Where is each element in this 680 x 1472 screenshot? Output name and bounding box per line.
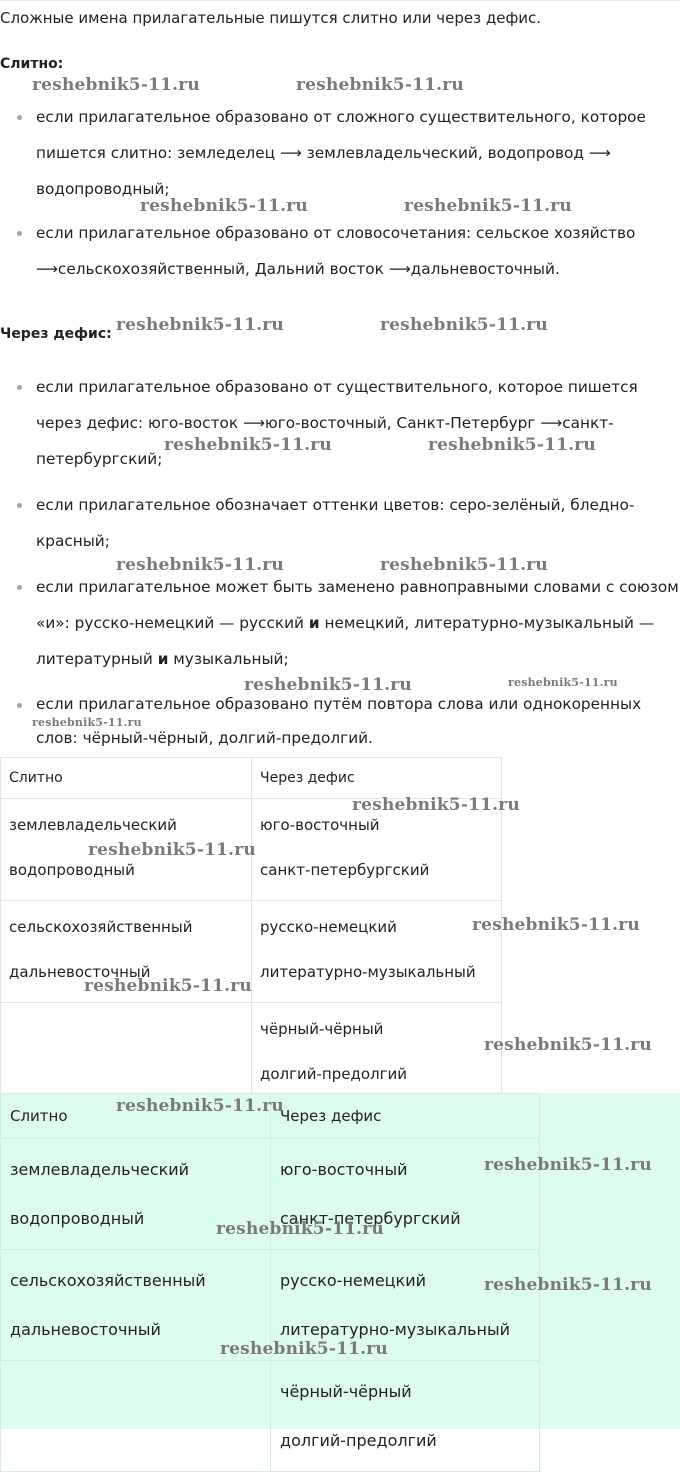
list-item: если прилагательное образовано от словосочетания: сельское хозяйство ⟶сельскохозяйственный, Дальний восток ⟶дальневосточный. — [0, 215, 680, 287]
watermark: reshebnik5-11.ru — [116, 315, 284, 335]
watermark: reshebnik5-11.ru — [428, 435, 596, 455]
table-header-row — [1, 758, 502, 799]
bullet-icon — [17, 585, 22, 590]
watermark: reshebnik5-11.ru — [116, 555, 284, 575]
watermark: reshebnik5-11.ru — [88, 840, 256, 860]
table-header-cell: Через дефис — [271, 1094, 540, 1139]
list-item: если прилагательное может быть заменено равноправными словами с союзом «и»: русско-немецкий — русский и немецкий, литературно-музыкальный — литературный и музыкальный; — [0, 569, 680, 677]
table-cell: землевладельческий водопроводный — [1, 1139, 271, 1250]
watermark: reshebnik5-11.ru — [244, 675, 412, 695]
watermark: reshebnik5-11.ru — [508, 676, 618, 689]
bullet-icon — [17, 503, 22, 508]
table-header-cell: Через дефис — [252, 758, 502, 799]
list-item: если прилагательное образовано от существительного, которое пишется через дефис: юго-восток ⟶юго-восточный, Санкт-Петербург ⟶санкт-петербургский; — [0, 369, 680, 477]
table-row — [1, 1361, 540, 1472]
bullet-icon — [17, 703, 22, 708]
list-item: если прилагательное образовано от сложного существительного, которое пишется слитно: земледелец ⟶ землевладельческий, водопровод ⟶ водопроводный; — [0, 99, 680, 207]
table-cell: сельскохозяйственный дальневосточный — [1, 1250, 271, 1361]
table-cell: чёрный-чёрный долгий-предолгий — [252, 1003, 502, 1105]
watermark: reshebnik5-11.ru — [116, 1096, 284, 1116]
watermark: reshebnik5-11.ru — [472, 915, 640, 935]
section-heading-hyphen: Через дефис: — [0, 326, 112, 342]
watermark: reshebnik5-11.ru — [484, 1275, 652, 1295]
table-cell: сельскохозяйственный дальневосточный — [1, 901, 252, 1003]
table-cell: чёрный-чёрный долгий-предолгий — [271, 1361, 540, 1472]
table-cell: юго-восточный санкт-петербургский — [252, 799, 502, 901]
watermark: reshebnik5-11.ru — [352, 795, 520, 815]
watermark: reshebnik5-11.ru — [484, 1035, 652, 1055]
table-header-cell: Слитно — [1, 758, 252, 799]
watermark: reshebnik5-11.ru — [32, 75, 200, 95]
watermark: reshebnik5-11.ru — [404, 196, 572, 216]
table-cell-empty — [1, 1361, 271, 1472]
table-cell: землевладельческий водопроводный — [1, 799, 252, 901]
intro-text: Сложные имена прилагательные пишутся слитно или через дефис. — [0, 9, 542, 27]
table-cell: русско-немецкий литературно-музыкальный — [252, 901, 502, 1003]
bullet-icon — [17, 385, 22, 390]
top-divider — [0, 0, 680, 1]
list-item: если прилагательное образовано путём повтора слова или однокоренных слов: чёрный-чёрный, долгий-предолгий. — [0, 687, 680, 755]
watermark: reshebnik5-11.ru — [84, 976, 252, 996]
watermark: reshebnik5-11.ru — [220, 1339, 388, 1359]
list-item: если прилагательное обозначает оттенки цветов: серо-зелёный, бледно-красный; — [0, 487, 680, 559]
watermark: reshebnik5-11.ru — [380, 315, 548, 335]
hyphen-rules-list — [0, 369, 680, 755]
bullet-icon — [17, 231, 22, 236]
watermark: reshebnik5-11.ru — [216, 1219, 384, 1239]
watermark: reshebnik5-11.ru — [296, 75, 464, 95]
spelling-table-highlighted — [0, 1093, 540, 1472]
watermark: reshebnik5-11.ru — [32, 716, 142, 729]
section-heading-solid: Слитно: — [0, 56, 64, 72]
table-row — [1, 1003, 502, 1105]
highlighted-table-block — [0, 1093, 680, 1450]
watermark: reshebnik5-11.ru — [140, 196, 308, 216]
table-cell: русско-немецкий литературно-музыкальный — [271, 1250, 540, 1361]
bullet-icon — [17, 115, 22, 120]
watermark: reshebnik5-11.ru — [164, 435, 332, 455]
table-cell-empty — [1, 1003, 252, 1105]
table-cell: юго-восточный санкт-петербургский — [271, 1139, 540, 1250]
watermark: reshebnik5-11.ru — [484, 1155, 652, 1175]
watermark: reshebnik5-11.ru — [380, 555, 548, 575]
solid-rules-list — [0, 99, 680, 287]
table-header-cell: Слитно — [1, 1094, 271, 1139]
